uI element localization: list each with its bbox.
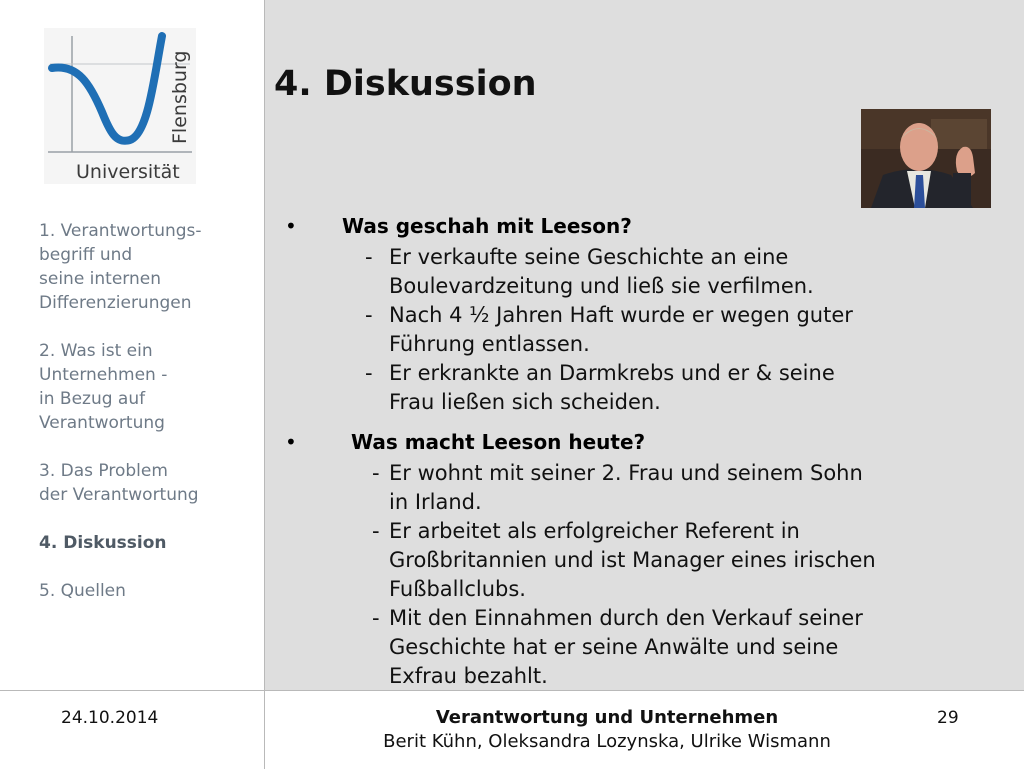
sub-item-line: Führung entlassen. [389, 332, 590, 356]
bullet-heading-row [285, 427, 985, 459]
sub-item [285, 517, 985, 604]
sub-item [285, 243, 985, 301]
logo-vertical-text: Flensburg [169, 50, 191, 144]
sidebar-item-4[interactable]: 4. Diskussion [39, 533, 167, 553]
sub-item-line: Fußballclubs. [389, 577, 526, 601]
sidebar-item-3[interactable]: 3. Das Problem der Verantwortung [39, 461, 199, 505]
dash-marker: - [372, 461, 387, 485]
sidebar-item-5[interactable]: 5. Quellen [39, 581, 126, 601]
footer-authors: Berit Kühn, Oleksandra Lozynska, Ulrike Wismann [383, 731, 831, 752]
bullet-dot: • [285, 214, 297, 238]
page-number: 29 [937, 708, 959, 728]
dash-marker: - [372, 606, 387, 630]
bullet-heading: Was macht Leeson heute? [351, 430, 646, 454]
bullet-heading-row [285, 211, 985, 243]
sidebar-item-2[interactable]: 2. Was ist ein Unternehmen - in Bezug auf Verantwortung [39, 341, 168, 433]
sub-item-line: Er verkaufte seine Geschichte an eine [389, 245, 789, 269]
section-leeson-today [285, 427, 985, 691]
footer [0, 690, 1024, 769]
logo-bottom-text: Universität [76, 161, 180, 183]
bullet-dot: • [285, 430, 297, 454]
slide-content [265, 0, 1024, 690]
sub-item [285, 301, 985, 359]
sub-item [285, 359, 985, 417]
dash-marker: - [365, 303, 386, 327]
sub-item-line: in Irland. [389, 490, 482, 514]
bullet-heading: Was geschah mit Leeson? [342, 214, 632, 238]
sidebar-item-1[interactable]: 1. Verantwortungs- begriff und seine internen Differenzierungen [39, 221, 202, 313]
dash-marker: - [365, 361, 386, 385]
sidebar [0, 0, 265, 690]
sub-item-line: Er wohnt mit seiner 2. Frau und seinem Sohn [389, 461, 863, 485]
logo-graphic [44, 28, 196, 184]
dash-marker: - [372, 519, 387, 543]
university-logo [44, 28, 196, 184]
dash-marker: - [365, 245, 386, 269]
footer-date: 24.10.2014 [61, 708, 159, 728]
sub-item-line: Boulevardzeitung und ließ sie verfilmen. [389, 274, 814, 298]
sub-item-line: Er arbeitet als erfolgreicher Referent in [389, 519, 800, 543]
sub-item-line: Nach 4 ½ Jahren Haft wurde er wegen guter [389, 303, 853, 327]
sub-item-line: Großbritannien und ist Manager eines irischen [389, 548, 876, 572]
footer-title: Verantwortung und Unternehmen [435, 707, 779, 728]
section-leeson-past [285, 211, 985, 417]
sub-item-line: Exfrau bezahlt. [389, 664, 548, 688]
portrait-photo [861, 109, 991, 208]
footer-divider [264, 691, 265, 769]
slide-title: 4. Diskussion [274, 64, 537, 104]
sub-item-line: Mit den Einnahmen durch den Verkauf seiner [389, 606, 863, 630]
sub-item [285, 459, 985, 517]
sub-item [285, 604, 985, 691]
sub-item-line: Er erkrankte an Darmkrebs und er & seine [389, 361, 835, 385]
sub-item-line: Frau ließen sich scheiden. [389, 390, 661, 414]
sidebar-nav [39, 219, 261, 627]
sub-item-line: Geschichte hat er seine Anwälte und seine [389, 635, 839, 659]
